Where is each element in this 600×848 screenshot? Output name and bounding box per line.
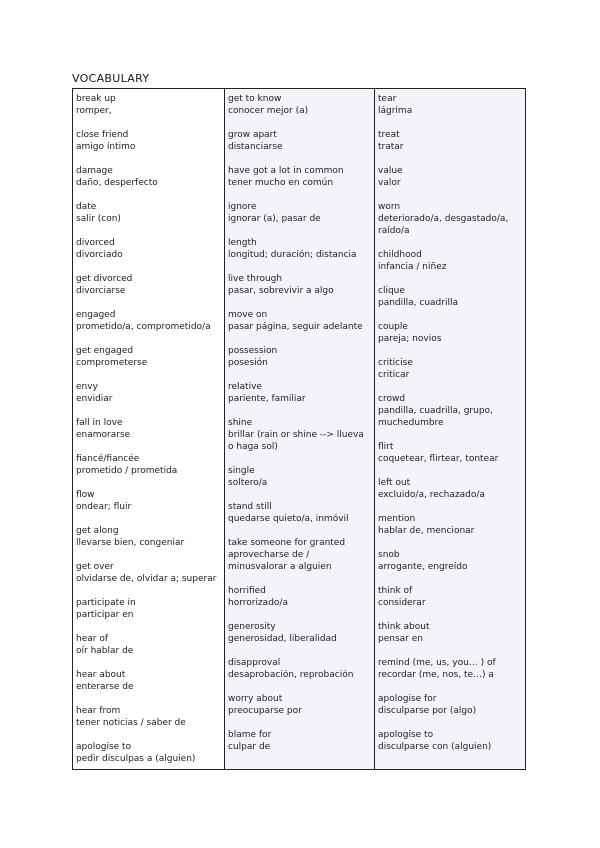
spanish-translation: excluido/a, rechazado/a [378,490,485,500]
spanish-translation: tratar [378,142,404,152]
vocabulary-entry [76,453,221,477]
spanish-translation: oír hablar de [76,646,134,656]
english-term: hear from [76,706,121,716]
spanish-translation: prometido / prometida [76,466,178,476]
vocabulary-entry [228,729,371,753]
english-term: get along [76,526,119,536]
english-term: have got a lot in common [228,166,344,176]
english-term: date [76,202,97,212]
vocabulary-entry [378,201,522,237]
english-term: get over [76,562,114,572]
english-term: move on [228,310,268,320]
spanish-translation: soltero/a [228,478,268,488]
spanish-translation: divorciarse [76,286,126,296]
spanish-translation: infancia / niñez [378,262,447,272]
vocabulary-entry [76,201,221,225]
vocabulary-entry [228,129,371,153]
spanish-translation: brillar (rain or shine --> llueva o haga sol) [228,430,364,452]
vocabulary-entry [76,525,221,549]
vocabulary-entry [76,93,221,117]
vocabulary-entry [228,621,371,645]
spanish-translation: desaprobación, reprobación [228,670,354,680]
english-term: think of [378,586,413,596]
english-term: ignore [228,202,257,212]
vocabulary-entry [378,165,522,189]
spanish-translation: enamorarse [76,430,131,440]
vocabulary-entry [228,537,371,573]
english-term: generosity [228,622,276,632]
spanish-translation: distanciarse [228,142,283,152]
vocabulary-entry [228,693,371,717]
spanish-translation: disculparse por (algo) [378,706,477,716]
spanish-translation: conocer mejor (a) [228,106,309,116]
vocabulary-column-1 [73,89,225,769]
vocabulary-entry [228,381,371,405]
spanish-translation: tener mucho en común [228,178,334,188]
english-term: apologise to [378,730,434,740]
spanish-translation: disculparse con (alguien) [378,742,492,752]
spanish-translation: considerar [378,598,426,608]
vocabulary-entry [76,417,221,441]
spanish-translation: pedir disculpas a (alguien) [76,754,196,764]
vocabulary-entry [378,657,522,681]
english-term: snob [378,550,400,560]
english-term: stand still [228,502,272,512]
spanish-translation: envidiar [76,394,113,404]
english-term: treat [378,130,400,140]
vocabulary-entry [228,417,371,453]
english-term: couple [378,322,408,332]
vocabulary-entry [228,501,371,525]
english-term: hear of [76,634,108,644]
english-term: participate in [76,598,136,608]
english-term: single [228,466,255,476]
vocabulary-entry [228,465,371,489]
english-term: horrified [228,586,266,596]
vocabulary-entry [228,273,371,297]
spanish-translation: comprometerse [76,358,148,368]
vocabulary-entry [378,285,522,309]
vocabulary-column-2 [225,89,375,769]
english-term: clique [378,286,405,296]
english-term: hear about [76,670,126,680]
vocabulary-entry [228,309,371,333]
english-term: crowd [378,394,406,404]
english-term: mention [378,514,416,524]
vocabulary-entry [76,381,221,405]
spanish-translation: criticar [378,370,410,380]
spanish-translation: culpar de [228,742,271,752]
spanish-translation: prometido/a, comprometido/a [76,322,211,332]
spanish-translation: generosidad, liberalidad [228,634,337,644]
english-term: apologise for [378,694,437,704]
vocabulary-entry [228,165,371,189]
english-term: tear [378,94,397,104]
vocabulary-entry [76,129,221,153]
english-term: value [378,166,403,176]
english-term: take someone for granted [228,538,346,548]
english-term: length [228,238,257,248]
english-term: close friend [76,130,129,140]
spanish-translation: pandilla, cuadrilla [378,298,458,308]
english-term: think about [378,622,430,632]
spanish-translation: romper, [76,106,112,116]
english-term: possession [228,346,278,356]
vocabulary-column-3 [375,89,525,769]
spanish-translation: deteriorado/a, desgastado/a, raído/a [378,214,509,236]
vocabulary-table [72,88,526,770]
english-term: flirt [378,442,394,452]
page-title: VOCABULARY [72,72,150,85]
vocabulary-entry [378,513,522,537]
vocabulary-entry [378,129,522,153]
vocabulary-entry [228,585,371,609]
spanish-translation: hablar de, mencionar [378,526,475,536]
vocabulary-entry [76,561,221,585]
english-term: worn [378,202,401,212]
english-term: damage [76,166,113,176]
english-term: criticise [378,358,413,368]
english-term: flow [76,490,95,500]
spanish-translation: coquetear, flirtear, tontear [378,454,499,464]
english-term: fiancé/fiancée [76,454,140,464]
spanish-translation: aprovecharse de / minusvalorar a alguien [228,550,332,572]
vocabulary-entry [76,237,221,261]
spanish-translation: recordar (me, nos, te…) a [378,670,494,680]
english-term: childhood [378,250,422,260]
english-term: shine [228,418,253,428]
spanish-translation: pariente, familiar [228,394,306,404]
vocabulary-entry [378,693,522,717]
english-term: grow apart [228,130,277,140]
vocabulary-entry [228,201,371,225]
spanish-translation: pandilla, cuadrilla, grupo, muchedumbre [378,406,493,428]
english-term: engaged [76,310,116,320]
spanish-translation: preocuparse por [228,706,302,716]
spanish-translation: tener noticias / saber de [76,718,186,728]
vocabulary-entry [378,729,522,753]
english-term: live through [228,274,283,284]
vocabulary-entry [378,441,522,465]
vocabulary-entry [378,393,522,429]
vocabulary-entry [378,321,522,345]
english-term: envy [76,382,98,392]
vocabulary-entry [76,273,221,297]
spanish-translation: valor [378,178,401,188]
vocabulary-entry [228,345,371,369]
spanish-translation: horrorizado/a [228,598,288,608]
vocabulary-entry [378,621,522,645]
vocabulary-entry [76,165,221,189]
spanish-translation: pasar, sobrevivir a algo [228,286,334,296]
english-term: left out [378,478,411,488]
english-term: disapproval [228,658,281,668]
vocabulary-entry [76,741,221,765]
spanish-translation: pensar en [378,634,423,644]
spanish-translation: participar en [76,610,134,620]
spanish-translation: arrogante, engreído [378,562,468,572]
vocabulary-entry [228,93,371,117]
vocabulary-entry [378,249,522,273]
spanish-translation: salir (con) [76,214,121,224]
english-term: divorced [76,238,115,248]
spanish-translation: amigo íntimo [76,142,136,152]
spanish-translation: daño, desperfecto [76,178,158,188]
english-term: fall in love [76,418,123,428]
english-term: worry about [228,694,283,704]
spanish-translation: posesión [228,358,268,368]
vocabulary-entry [378,549,522,573]
spanish-translation: ondear; fluir [76,502,132,512]
vocabulary-entry [228,237,371,261]
vocabulary-entry [76,597,221,621]
english-term: apologise to [76,742,132,752]
vocabulary-entry [76,669,221,693]
vocabulary-entry [76,633,221,657]
spanish-translation: olvidarse de, olvidar a; superar [76,574,217,584]
spanish-translation: pasar página, seguir adelante [228,322,363,332]
vocabulary-entry [378,477,522,501]
spanish-translation: longitud; duración; distancia [228,250,357,260]
spanish-translation: llevarse bien, congeniar [76,538,185,548]
spanish-translation: lágrima [378,106,413,116]
english-term: relative [228,382,262,392]
vocabulary-entry [378,357,522,381]
spanish-translation: divorciado [76,250,123,260]
english-term: break up [76,94,116,104]
vocabulary-entry [76,345,221,369]
english-term: remind (me, us, you… ) of [378,658,496,668]
vocabulary-entry [76,309,221,333]
spanish-translation: enterarse de [76,682,134,692]
spanish-translation: pareja; novios [378,334,442,344]
english-term: get engaged [76,346,134,356]
spanish-translation: ignorar (a), pasar de [228,214,321,224]
spanish-translation: quedarse quieto/a, inmóvil [228,514,349,524]
english-term: blame for [228,730,272,740]
english-term: get to know [228,94,282,104]
vocabulary-entry [378,585,522,609]
vocabulary-entry [228,657,371,681]
vocabulary-entry [76,489,221,513]
english-term: get divorced [76,274,133,284]
vocabulary-entry [76,705,221,729]
vocabulary-entry [378,93,522,117]
